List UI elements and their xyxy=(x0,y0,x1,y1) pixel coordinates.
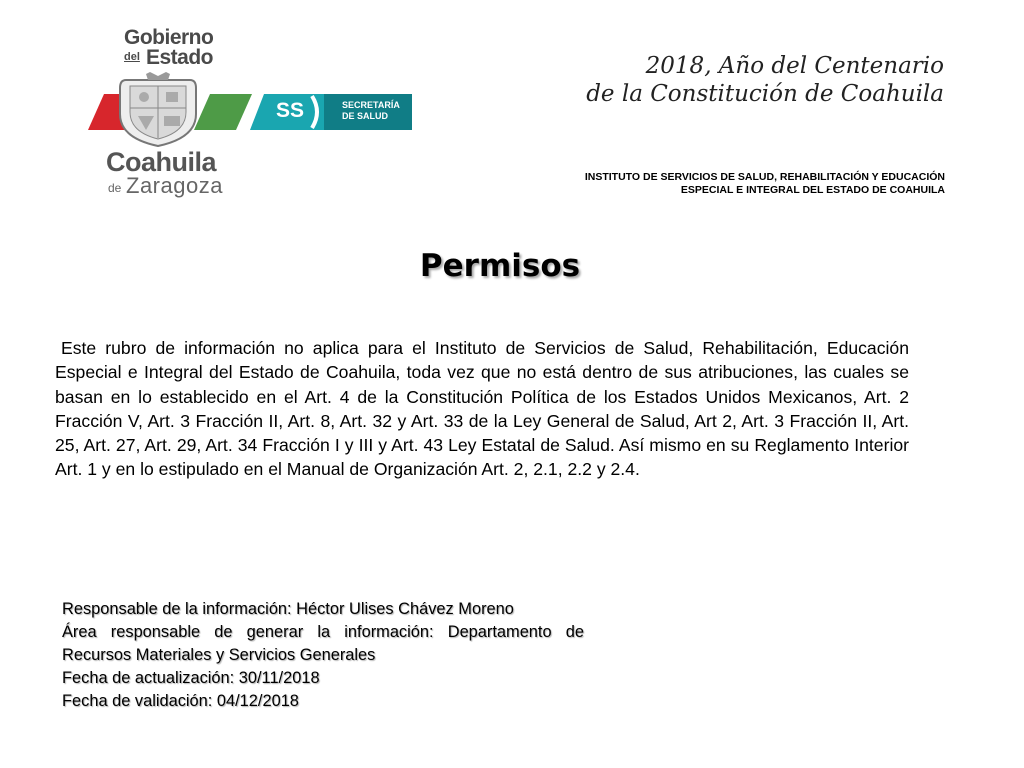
coat-of-arms-and-stripes-graphic xyxy=(86,72,416,148)
logo-coahuila-text: Coahuila xyxy=(106,147,217,177)
logo-del-text: del xyxy=(124,51,140,63)
validation-date: Fecha de validación: 04/12/2018 xyxy=(62,692,299,710)
shield-icon xyxy=(120,72,196,146)
responsibility-footer xyxy=(62,598,584,713)
responsible-area: Área responsable de generar la información: Departamento de Recursos Materiales y Servicios Generales xyxy=(62,623,584,664)
secretaria-line2: DE SALUD xyxy=(342,111,389,121)
motto-line2: de la Constitución de Coahuila xyxy=(586,81,944,107)
logo-gobierno-text: Gobierno xyxy=(124,26,214,49)
coahuila-government-logo xyxy=(86,26,416,198)
page-title: Permisos xyxy=(419,248,581,284)
update-date: Fecha de actualización: 30/11/2018 xyxy=(62,669,320,687)
secretaria-line1: SECRETARÍA xyxy=(342,100,400,110)
logo-estado-text: Estado xyxy=(146,46,214,69)
responsible-person: Responsable de la información: Héctor Ulises Chávez Moreno xyxy=(62,600,514,618)
institute-line1: INSTITUTO DE SERVICIOS DE SALUD, REHABILITACIÓN Y EDUCACIÓN xyxy=(584,171,945,183)
motto-line1: 2018, Año del Centenario xyxy=(645,53,944,79)
centenary-motto xyxy=(586,52,944,108)
body-paragraph: Este rubro de información no aplica para el Instituto de Servicios de Salud, Rehabilitación, Educación Especial e Integral del Estado de Coahuila, toda vez que no está dentro de sus atribuciones, las cuales se basan en lo establecido en el Art. 4 de la Constitución Política de los Estados Unidos Mexicanos, Art. 2 Fracción V, Art. 3 Fracción II, Art. 8, Art. 32 y Art. 33 de la Ley General de Salud, Art 2, Art. 3 Fracción II, Art. 25, Art. 27, Art. 29, Art. 34 Fracción I y III y Art. 43 Ley Estatal de Salud. Así mismo en su Reglamento Interior Art. 1 y en lo estipulado en el Manual de Organización Art. 2, 2.1, 2.2 y 2.4. xyxy=(55,338,909,480)
institute-name xyxy=(585,171,945,197)
logo-de-text: de xyxy=(108,181,122,195)
ss-logo-text: SS xyxy=(276,99,305,122)
institute-line2: ESPECIAL E INTEGRAL DEL ESTADO DE COAHUILA xyxy=(680,184,945,196)
green-stripe-shape xyxy=(194,94,252,130)
logo-zaragoza-text: Zaragoza xyxy=(126,173,223,198)
